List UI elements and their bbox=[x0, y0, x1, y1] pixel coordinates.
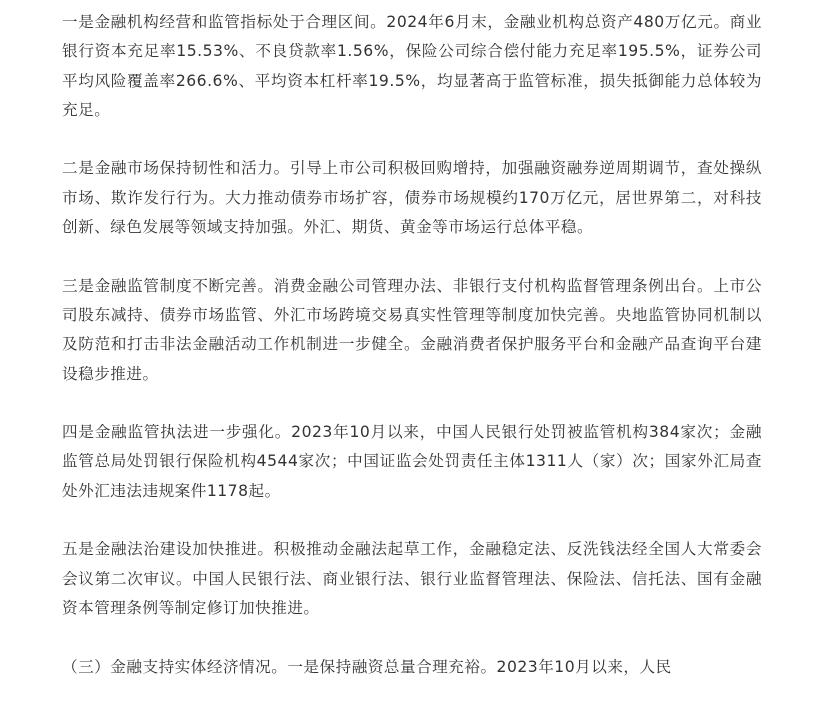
article-body bbox=[62, 8, 762, 682]
paragraph-real-economy-support: （三）金融支持实体经济情况。一是保持融资总量合理充裕。2023年10月以来，人民 bbox=[62, 657, 672, 676]
paragraph-financial-institutions: 一是金融机构经营和监管指标处于合理区间。2024年6月末，金融业机构总资产480万亿元。商业银行资本充足率15.53%、不良贷款率1.56%，保险公司综合偿付能力充足率195.5%，证券公司平均风险覆盖率266.6%、平均资本杠杆率19.5%，均显著高于监管标准，损失抵御能力总体较为充足。 bbox=[62, 13, 762, 119]
paragraph-financial-markets: 二是金融市场保持韧性和活力。引导上市公司积极回购增持，加强融资融券逆周期调节，查处操纵市场、欺诈发行行为。大力推动债券市场扩容，债券市场规模约170万亿元，居世界第二，对科技创新、绿色发展等领域支持加强。外汇、期货、黄金等市场运行总体平稳。 bbox=[62, 159, 762, 237]
paragraph-rule-of-law: 五是金融法治建设加快推进。积极推动金融法起草工作，金融稳定法、反洗钱法经全国人大常委会会议第二次审议。中国人民银行法、商业银行法、银行业监督管理法、保险法、信托法、国有金融资本管理条例等制定修订加快推进。 bbox=[62, 540, 762, 617]
paragraph-enforcement: 四是金融监管执法进一步强化。2023年10月以来，中国人民银行处罚被监管机构384家次；金融监管总局处罚银行保险机构4544家次；中国证监会处罚责任主体1311人（家）次；国家外汇局查处外汇违法违规案件1178起。 bbox=[62, 423, 762, 500]
paragraph-regulatory-system: 三是金融监管制度不断完善。消费金融公司管理办法、非银行支付机构监督管理条例出台。上市公司股东减持、债券市场监管、外汇市场跨境交易真实性管理等制度加快完善。央地监管协同机制以及防范和打击非法金融活动工作机制进一步健全。金融消费者保护服务平台和金融产品查询平台建设稳步推进。 bbox=[62, 276, 762, 383]
